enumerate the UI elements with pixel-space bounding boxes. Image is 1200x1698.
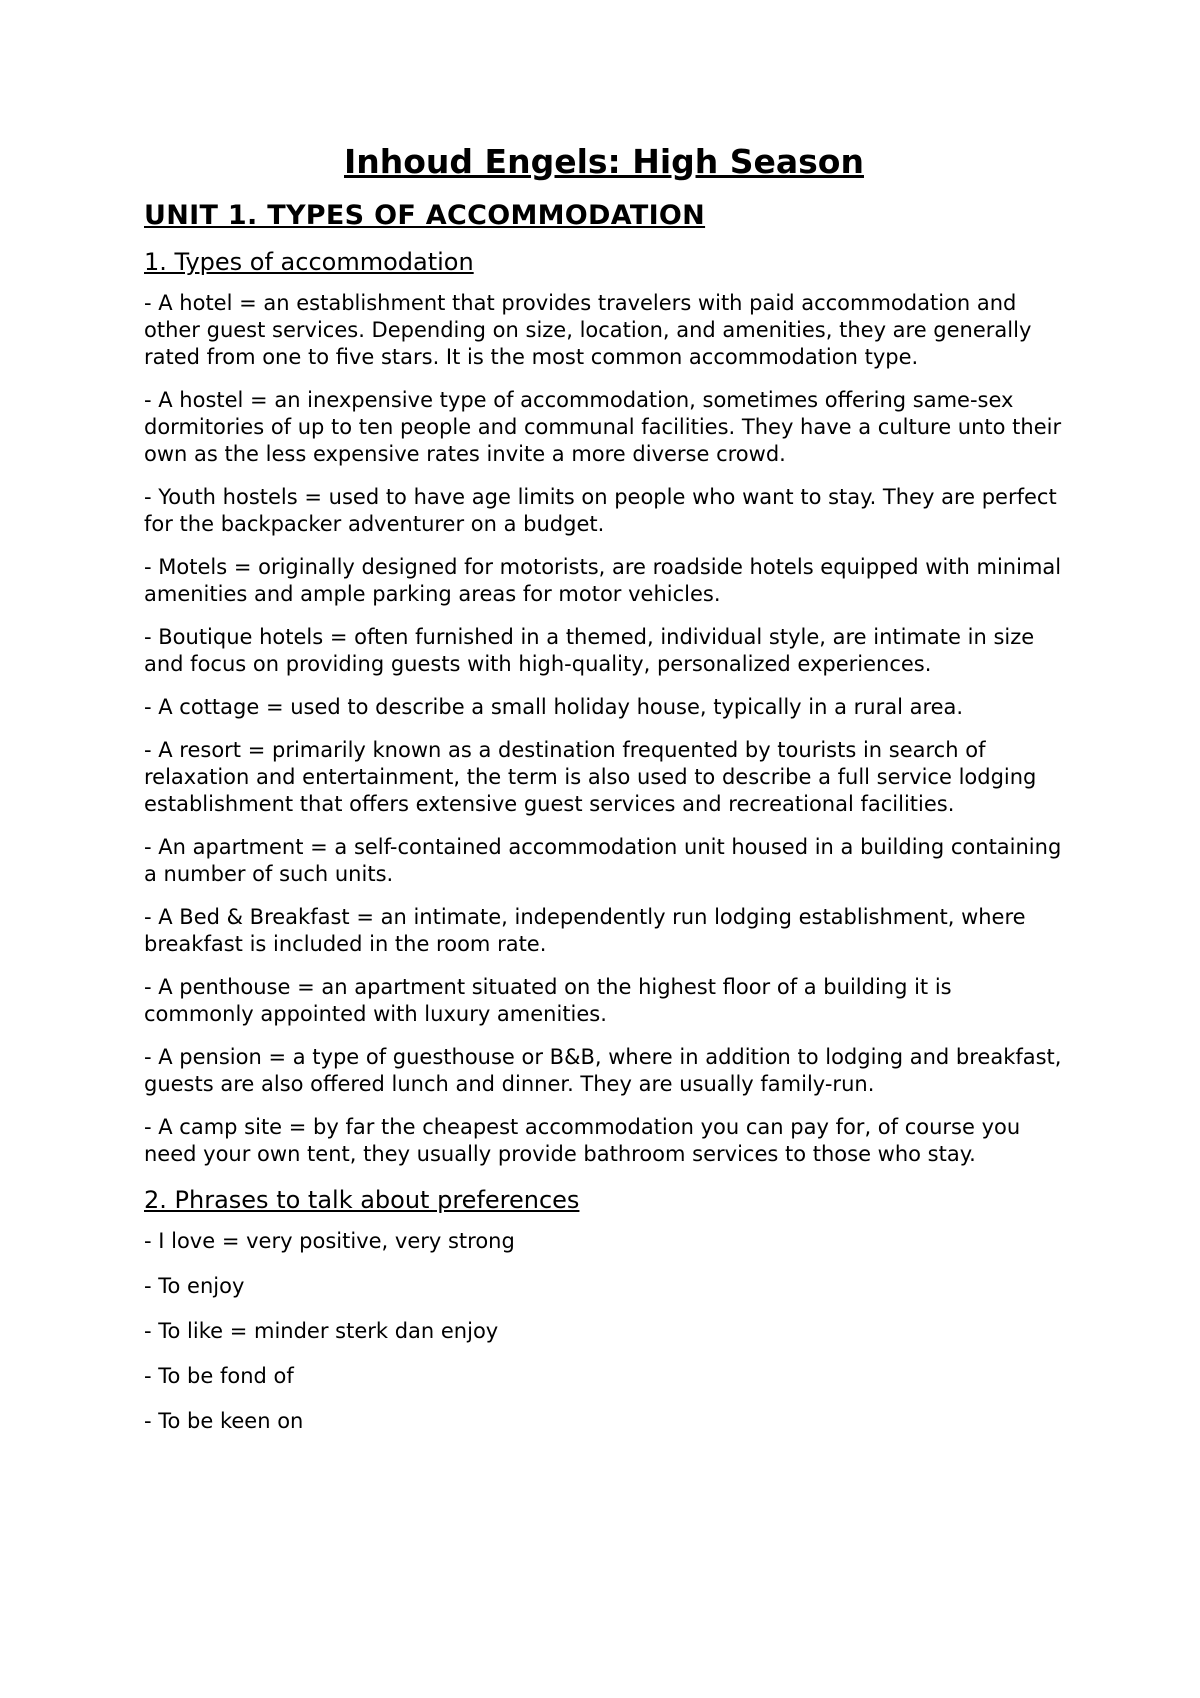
document-page [144,140,1064,1453]
list-item: - A camp site = by far the cheapest accommodation you can pay for, of course you need your own tent, they usually provide bathroom services to those who stay. [144,1115,1021,1166]
list-item: - Boutique hotels = often furnished in a themed, individual style, are intimate in size and focus on providing guests with high-quality, personalized experiences. [144,625,1035,676]
phrases-list [144,1228,1064,1435]
section-title-accommodation-types: 1. Types of accommodation [144,248,474,276]
list-item: - A hostel = an inexpensive type of accommodation, sometimes offering same-sex dormitories of up to ten people and communal facilities. They have a culture unto their own as the less expensive rates invite a more diverse crowd. [144,388,1062,466]
accommodation-list [144,290,1064,1168]
list-item: - I love = very positive, very strong [144,1229,515,1253]
list-item: - A pension = a type of guesthouse or B&B, where in addition to lodging and breakfast, guests are also offered lunch and dinner. They are usually family-run. [144,1045,1062,1096]
list-item: - An apartment = a self-contained accommodation unit housed in a building containing a number of such units. [144,835,1062,886]
list-item: - A hotel = an establishment that provides travelers with paid accommodation and other guest services. Depending on size, location, and amenities, they are generally rated from one to five stars. It is the most common accommodation type. [144,291,1032,369]
section-title-preference-phrases: 2. Phrases to talk about preferences [144,1186,580,1214]
list-item: - To enjoy [144,1274,245,1298]
list-item: - A penthouse = an apartment situated on the highest floor of a building it is commonly appointed with luxury amenities. [144,975,952,1026]
unit-title: UNIT 1. TYPES OF ACCOMMODATION [144,200,706,231]
document-title: Inhoud Engels: High Season [344,142,864,181]
list-item: - Youth hostels = used to have age limits on people who want to stay. They are perfect for the backpacker adventurer on a budget. [144,485,1057,536]
list-item: - To like = minder sterk dan enjoy [144,1319,499,1343]
list-item: - Motels = originally designed for motorists, are roadside hotels equipped with minimal amenities and ample parking areas for motor vehicles. [144,555,1062,606]
list-item: - A resort = primarily known as a destination frequented by tourists in search of relaxation and entertainment, the term is also used to describe a full service lodging establishment that offers extensive guest services and recreational facilities. [144,738,1037,816]
list-item: - To be keen on [144,1409,304,1433]
list-item: - A cottage = used to describe a small holiday house, typically in a rural area. [144,695,964,719]
list-item: - To be fond of [144,1364,294,1388]
list-item: - A Bed & Breakfast = an intimate, independently run lodging establishment, where breakfast is included in the room rate. [144,905,1026,956]
